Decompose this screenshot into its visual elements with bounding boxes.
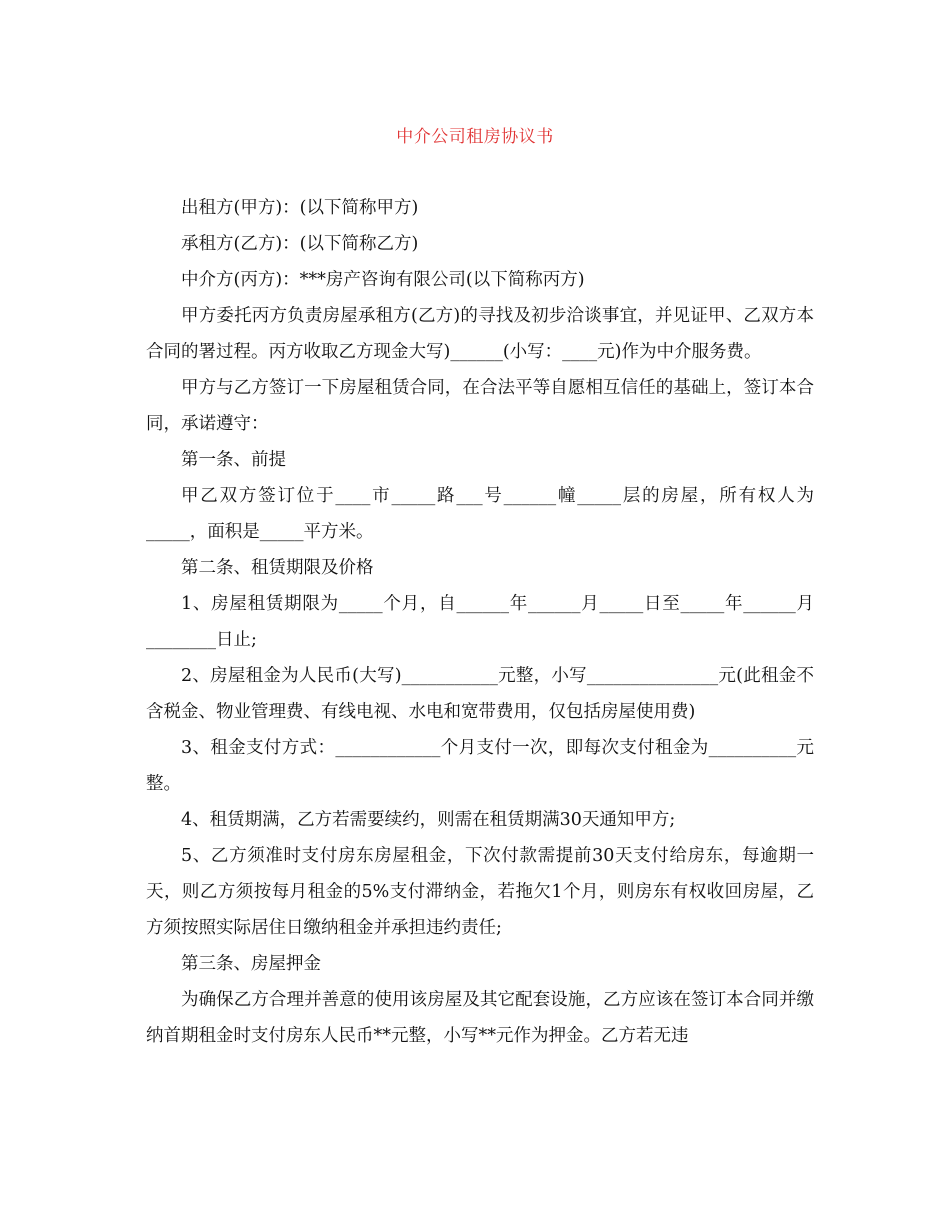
article-2-heading: 第二条、租赁期限及价格 <box>181 558 374 578</box>
article-1-heading: 第一条、前提 <box>181 450 286 470</box>
party-c-line: 中介方(丙方)：***房产咨询有限公司(以下简称丙方) <box>181 270 585 290</box>
document-body <box>146 190 814 1054</box>
article-2-item-2: 2、房屋租金为人民币(大写)___________元整，小写_______________元(此租金不含税金、物业管理费、有线电视、水电和宽带费用，仅包括房屋使用费) <box>146 666 814 722</box>
article-2-item-4: 4、租赁期满，乙方若需要续约，则需在租赁期满30天通知甲方; <box>181 810 676 830</box>
article-1-paragraph: 甲乙双方签订位于____市_____路___号______幢_____层的房屋，所有权人为_____，面积是_____平方米。 <box>146 486 814 542</box>
article-3-paragraph: 为确保乙方合理并善意的使用该房屋及其它配套设施，乙方应该在签订本合同并缴纳首期租金时支付房东人民币**元整，小写**元作为押金。乙方若无违 <box>146 990 814 1046</box>
document-title: 中介公司租房协议书 <box>396 127 554 147</box>
party-b-line: 承租方(乙方)：(以下简称乙方) <box>181 234 419 254</box>
intro-paragraph: 甲方委托丙方负责房屋承租方(乙方)的寻找及初步洽谈事宜，并见证甲、乙双方本合同的署过程。丙方收取乙方现金大写)______(小写：____元)作为中介服务费。 <box>146 306 814 362</box>
article-3-heading: 第三条、房屋押金 <box>181 954 321 974</box>
party-a-line: 出租方(甲方)：(以下简称甲方) <box>181 198 419 218</box>
article-2-item-5: 5、乙方须准时支付房东房屋租金，下次付款需提前30天支付给房东，每逾期一天，则乙方须按每月租金的5%支付滞纳金，若拖欠1个月，则房东有权收回房屋，乙方须按照实际居住日缴纳租金并承担违约责任; <box>146 846 814 938</box>
article-2-item-1: 1、房屋租赁期限为_____个月，自______年______月_____日至_____年______月________日止; <box>146 594 814 650</box>
article-2-item-3: 3、租金支付方式：____________个月支付一次，即每次支付租金为__________元整。 <box>146 738 814 794</box>
agreement-paragraph: 甲方与乙方签订一下房屋租赁合同，在合法平等自愿相互信任的基础上，签订本合同，承诺遵守： <box>146 378 814 434</box>
